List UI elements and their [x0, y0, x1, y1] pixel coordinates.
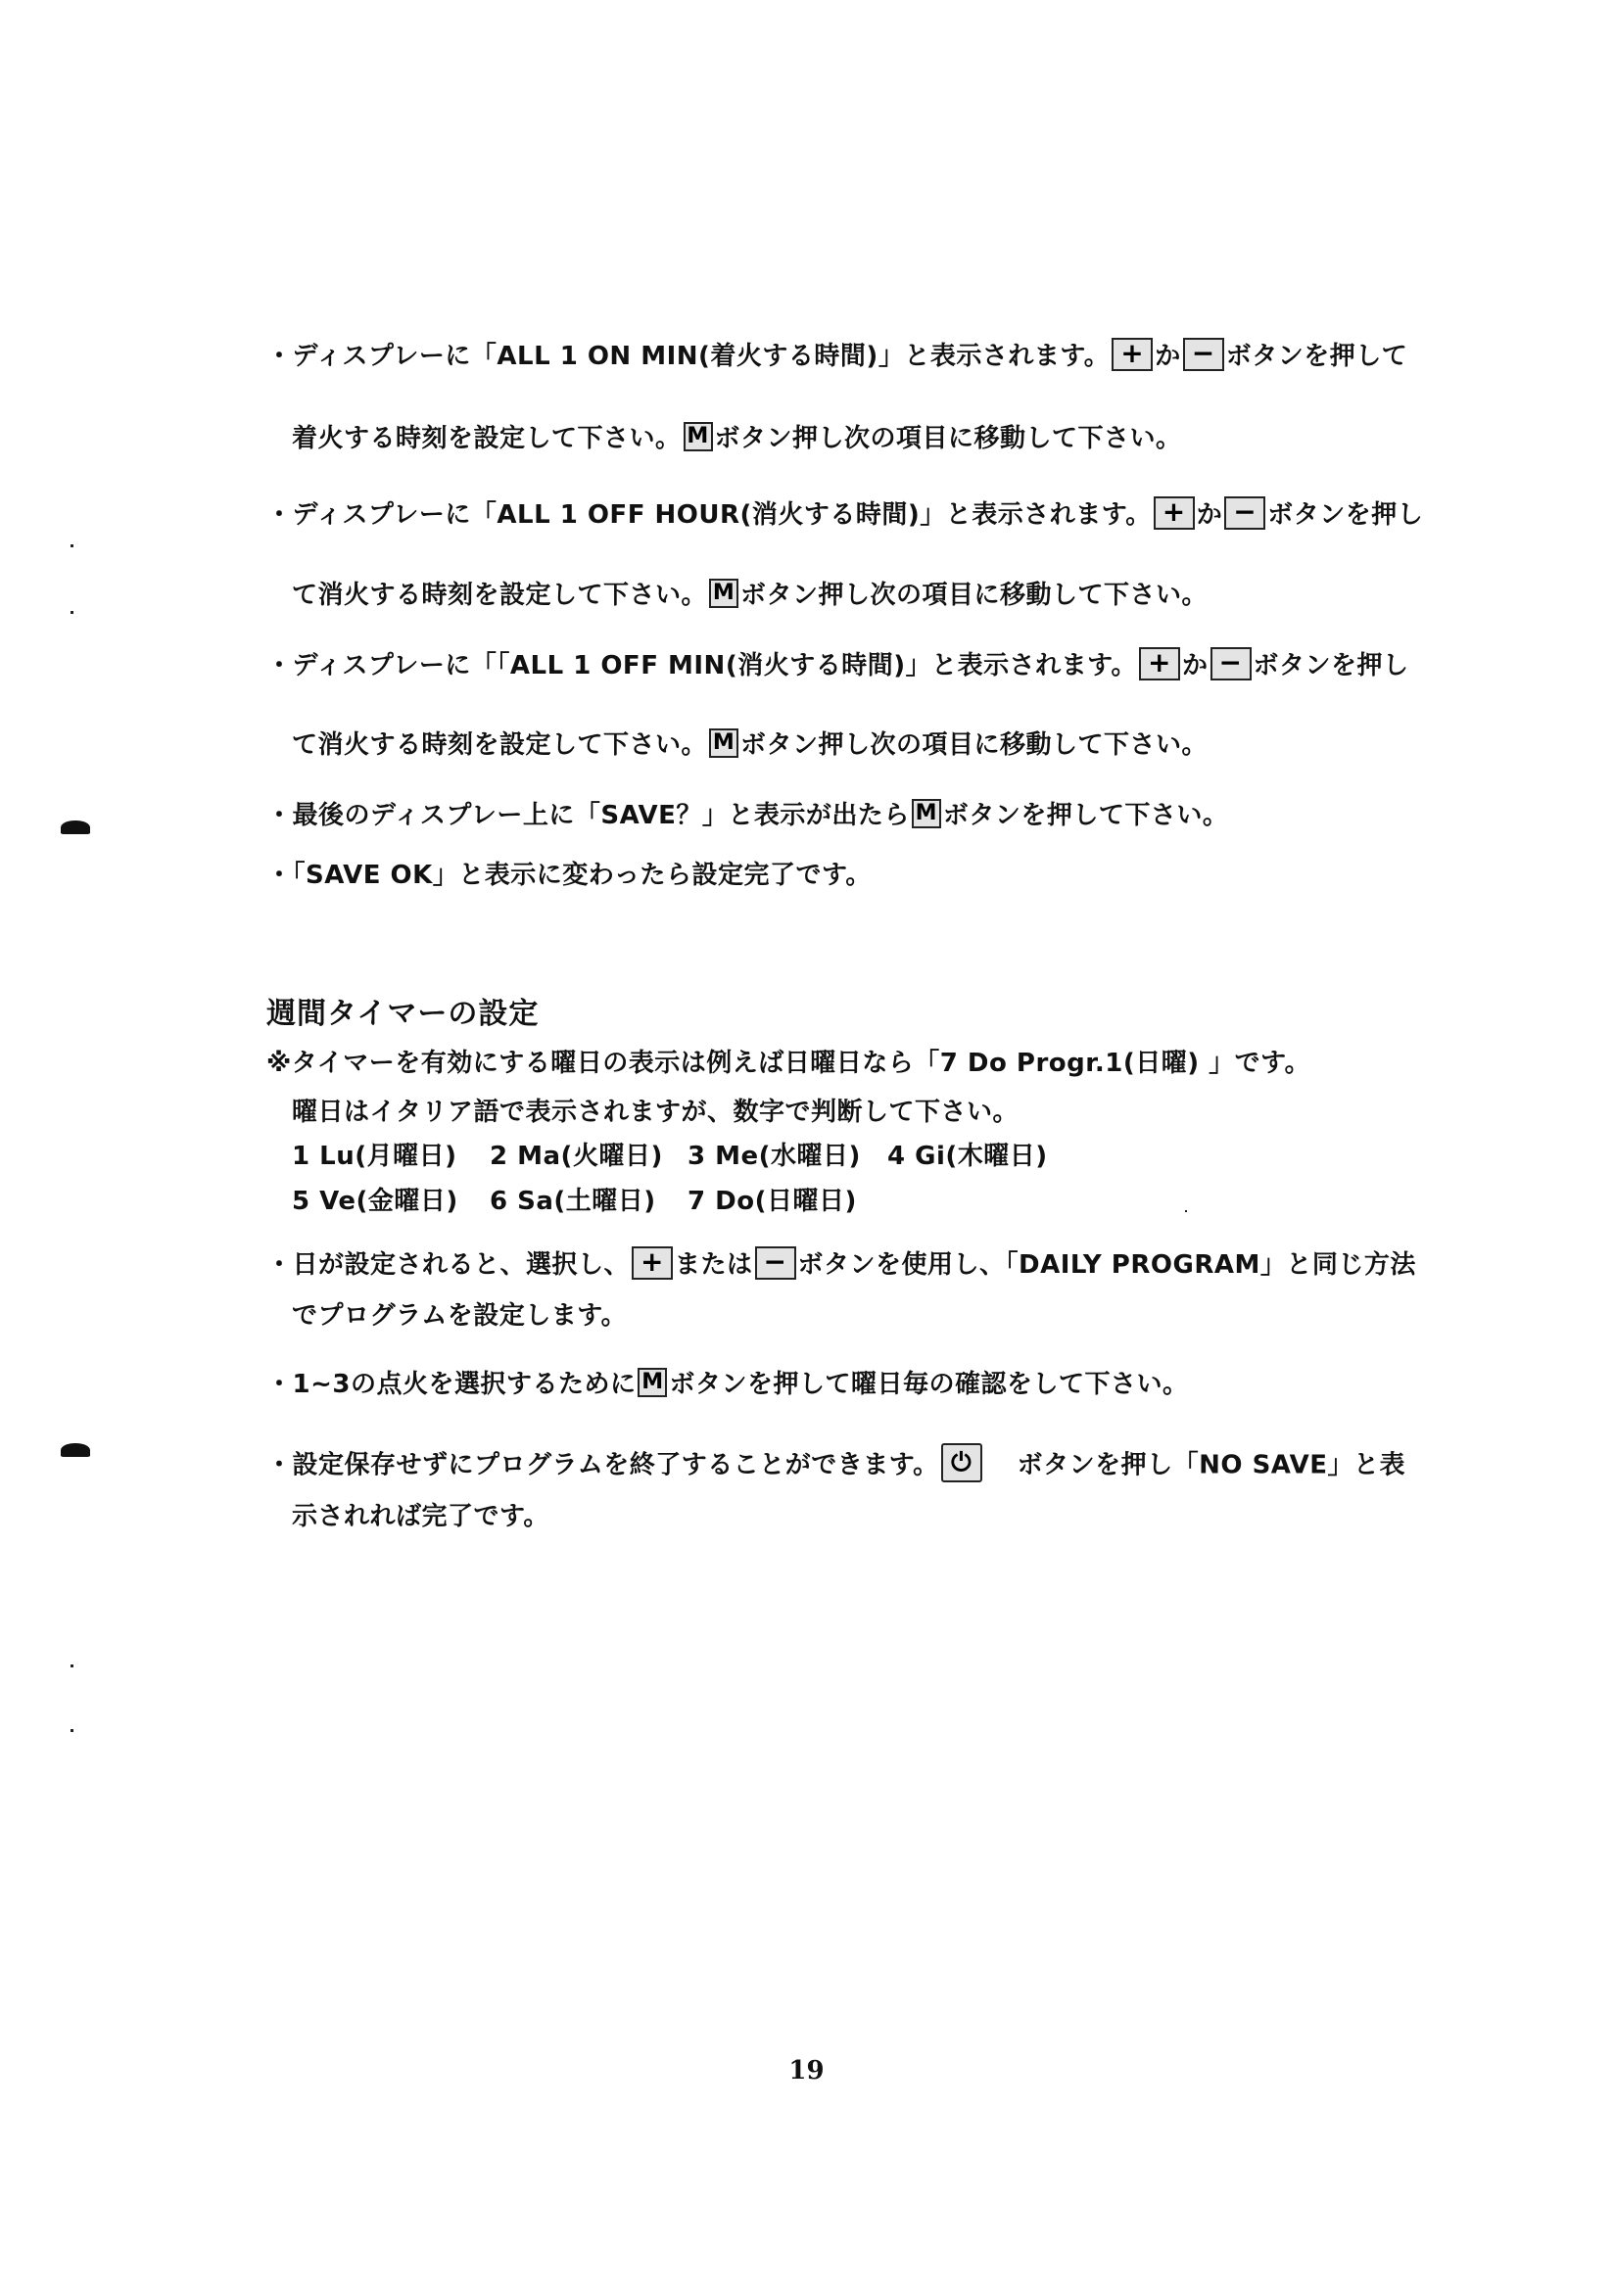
- m-button-icon: M: [709, 728, 738, 758]
- item3-line2-text: て消火する時刻を設定して下さい。: [292, 730, 708, 760]
- note-line2: 曜日はイタリア語で表示されますが、数字で判断して下さい。: [292, 1098, 1020, 1127]
- m-button-icon: M: [684, 422, 713, 451]
- power-button-icon: ⏻: [941, 1443, 982, 1482]
- bullet1-line2: でプログラムを設定します。: [292, 1301, 628, 1331]
- bullet1-line1: [266, 1244, 1416, 1283]
- bullet1-mid: または: [675, 1250, 753, 1280]
- item3-text: ・ディスプレーに「「ALL 1 OFF MIN(消火する時間)」と表示されます。: [266, 651, 1137, 680]
- item1-line2: [292, 421, 1182, 456]
- item1-line2-end: ボタン押し次の項目に移動して下さい。: [714, 424, 1182, 453]
- item3-text-end: ボタンを押し: [1253, 651, 1409, 680]
- item3-ka: か: [1182, 651, 1209, 680]
- minus-button-icon: −: [1210, 647, 1252, 680]
- item2-text: ・ディスプレーに「ALL 1 OFF HOUR(消火する時間)」と表示されます。: [266, 500, 1152, 530]
- scan-dot: [71, 544, 73, 547]
- bullet1-text-end: ボタンを使用し、「DAILY PROGRAM」と同じ方法: [797, 1250, 1416, 1280]
- day-4: 4 Gi(木曜日): [887, 1142, 1048, 1171]
- day-6: 6 Sa(土曜日): [490, 1187, 656, 1216]
- bullet3-line1: [266, 1446, 1405, 1485]
- bullet3-text: ・設定保存せずにプログラムを終了することができます。: [266, 1450, 939, 1480]
- plus-button-icon: +: [632, 1246, 673, 1280]
- plus-button-icon: +: [1154, 496, 1195, 530]
- item2-line2-end: ボタン押し次の項目に移動して下さい。: [740, 581, 1209, 610]
- item5-line: ・「SAVE OK」と表示に変わったら設定完了です。: [266, 861, 872, 890]
- item2-ka: か: [1196, 500, 1223, 530]
- scan-dot: [71, 611, 73, 614]
- bullet2-text: ・1~3の点火を選択するために: [266, 1370, 637, 1399]
- item2-line2: [292, 578, 1208, 613]
- scan-mark: [61, 1443, 90, 1457]
- day-1: 1 Lu(月曜日): [292, 1142, 457, 1171]
- item3-line2-end: ボタン押し次の項目に移動して下さい。: [740, 730, 1209, 760]
- day-2: 2 Ma(火曜日): [490, 1142, 663, 1171]
- plus-button-icon: +: [1112, 338, 1153, 371]
- item4-line: [266, 798, 1228, 833]
- item1-ka: か: [1155, 342, 1181, 371]
- minus-button-icon: −: [1224, 496, 1265, 530]
- bullet3-text-end: ボタンを押し「NO SAVE」と表: [1017, 1450, 1406, 1480]
- minus-button-icon: −: [755, 1246, 796, 1280]
- item4-text: ・最後のディスプレー上に「SAVE？」と表示が出たら: [266, 801, 910, 830]
- m-button-icon: M: [638, 1368, 667, 1397]
- bullet3-line2: 示されれば完了です。: [292, 1502, 549, 1531]
- item4-text-end: ボタンを押して下さい。: [942, 801, 1229, 830]
- minus-button-icon: −: [1183, 338, 1224, 371]
- item1-line2-text: 着火する時刻を設定して下さい。: [292, 424, 682, 453]
- scan-dot: [71, 1729, 73, 1732]
- day-3: 3 Me(水曜日): [688, 1142, 861, 1171]
- item3-line1: [266, 645, 1409, 683]
- m-button-icon: M: [709, 579, 738, 608]
- scan-dot: [71, 1664, 73, 1667]
- day-5: 5 Ve(金曜日): [292, 1187, 458, 1216]
- scan-mark: [61, 820, 90, 834]
- day-7: 7 Do(日曜日): [688, 1187, 857, 1216]
- note-line1: ※タイマーを有効にする曜日の表示は例えば日曜日なら「7 Do Progr.1(日曜) 」です。: [266, 1049, 1311, 1078]
- weekly-timer-heading: 週間タイマーの設定: [266, 997, 540, 1031]
- item1-line1: [266, 336, 1408, 374]
- item2-text-end: ボタンを押し: [1267, 500, 1424, 530]
- bullet2-line: [266, 1367, 1188, 1402]
- item1-text: ・ディスプレーに「ALL 1 ON MIN(着火する時間)」と表示されます。: [266, 342, 1111, 371]
- scan-dot: [1185, 1210, 1187, 1212]
- page-number: 19: [788, 2056, 825, 2085]
- item3-line2: [292, 727, 1208, 763]
- plus-button-icon: +: [1139, 647, 1180, 680]
- bullet2-text-end: ボタンを押して曜日毎の確認をして下さい。: [669, 1370, 1189, 1399]
- item2-line2-text: て消火する時刻を設定して下さい。: [292, 581, 708, 610]
- m-button-icon: M: [912, 799, 941, 828]
- item2-line1: [266, 494, 1424, 533]
- bullet1-text: ・日が設定されると、選択し、: [266, 1250, 631, 1280]
- item1-text-end: ボタンを押して: [1225, 342, 1408, 371]
